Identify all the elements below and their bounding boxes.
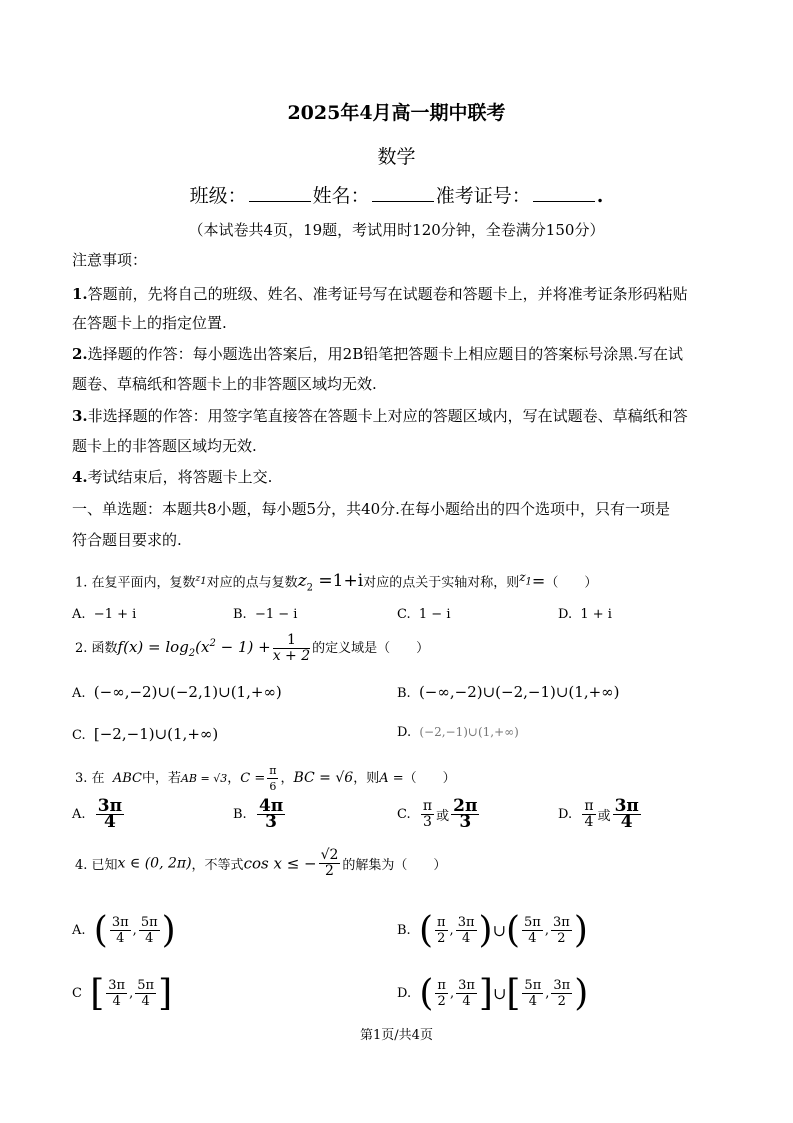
section-heading-line1: 一、单选题：本题共8小题，每小题5分，共40分.在每小题给出的四个选项中，只有一项是: [72, 500, 670, 518]
notice-item-1-cont: 在答题卡上的指定位置.: [72, 314, 227, 332]
q1-option-a[interactable]: A. −1 + i: [72, 607, 137, 622]
page-footer: 第1页/共4页: [360, 1028, 433, 1043]
q1-option-b[interactable]: B. −1 − i: [233, 607, 298, 622]
question-3: 3. 在 ABC中，若AB = √3，C = $\frac{\pi}{6}$ ，BC = √6，则A =（ ）: [75, 764, 456, 793]
q2-option-b[interactable]: B. (−∞,−2)∪(−2,−1)∪(1,+∞): [397, 683, 620, 701]
q2-function: $f(x) = \log_2(x^2 - 1)$ +: [117, 638, 271, 659]
q1-option-c[interactable]: C. 1 − i: [397, 607, 451, 622]
line-end: .: [596, 185, 604, 207]
notice-item-3: 3.非选择题的作答：用签字笔直接答在答题卡上对应的答题区域内，写在试题卷、草稿纸和答: [72, 407, 688, 425]
z2-expression: $z_2 =1+i$: [297, 571, 364, 594]
question-1: 1. 在复平面内，复数$^{z_1}$对应的点与复数$z_2 =1+i$对应的点关于实轴对称，则$z_1=$（ ）: [75, 570, 598, 594]
z1-answer: $z_1$: [519, 570, 532, 588]
section-heading-line2: 符合题目要求的.: [72, 531, 182, 549]
q4-option-b[interactable]: B. ( $\frac{\pi}{2}$ , $\frac{3\pi}{4}$ )∪( $\frac{5\pi}{4}$ , $\frac{3\pi}{2}$ ): [397, 910, 588, 951]
question-2: 2. 函数$f(x) = \log_2(x^2 - 1)$ + $\frac{1}{x + 2}$ 的定义域是（ ）: [75, 632, 430, 664]
q2-option-d[interactable]: D. (−2,−1)∪(1,+∞): [397, 725, 519, 740]
question-4: 4. 已知x ∈ (0, 2π)，不等式cos x ≤ − $\frac{√2}{2}$ 的解集为（ ）: [75, 847, 447, 879]
z1-symbol: z1: [195, 574, 207, 587]
q4-option-a[interactable]: A. ( $\frac{3\pi}{4}$ , $\frac{5\pi}{4}$ ): [72, 910, 176, 951]
notice-item-2-cont: 题卷、草稿纸和答题卡上的非答题区域均无效.: [72, 375, 377, 393]
subject-title: 数学: [377, 146, 416, 168]
notice-item-4: 4.考试结束后，将答题卡上交.: [72, 468, 273, 486]
q3-option-d[interactable]: D. $\frac{\pi}{4}$ 或 $\frac{3\pi}{4}$: [558, 796, 639, 832]
q2-option-c[interactable]: C. [−2,−1)∪(1,+∞): [72, 725, 219, 743]
notice-heading: 注意事项：: [72, 251, 148, 269]
notice-item-3-cont: 题卡上的非答题区域均无效.: [72, 437, 257, 455]
q3-c-fraction: $\frac{\pi}{6}$: [269, 764, 277, 793]
page-title: 2025年4月高一期中联考: [287, 102, 506, 124]
q4-fraction: $\frac{√2}{2}$: [320, 847, 339, 879]
q3-option-b[interactable]: B. $\frac{4\pi}{3}$: [233, 796, 284, 832]
exam-id-blank[interactable]: [533, 201, 595, 202]
notice-item-2: 2.选择题的作答：每小题选出答案后，用2B铅笔把答题卡上相应题目的答案标号涂黑.写在试: [72, 345, 684, 363]
class-blank[interactable]: [249, 201, 311, 202]
name-blank[interactable]: [372, 201, 434, 202]
q3-option-c[interactable]: C. $\frac{\pi}{3}$ 或 $\frac{2\pi}{3}$: [397, 796, 478, 832]
notice-item-1: 1.答题前，先将自己的班级、姓名、准考证号写在试题卷和答题卡上，并将准考证条形码粘贴: [72, 285, 688, 303]
q4-option-d[interactable]: D. ( $\frac{\pi}{2}$ , $\frac{3\pi}{4}$ ]∪[ $\frac{5\pi}{4}$ , $\frac{3\pi}{2}$ ): [397, 973, 589, 1014]
q2-fraction: $\frac{1}{x + 2}$: [272, 632, 311, 664]
exam-info: （本试卷共4页，19题，考试用时120分钟，全卷满分150分）: [188, 221, 605, 239]
q3-option-a[interactable]: A. $\frac{3\pi}{4}$: [72, 796, 123, 832]
q2-option-a[interactable]: A. (−∞,−2)∪(−2,1)∪(1,+∞): [72, 683, 282, 701]
student-info-line: [0, 181, 793, 208]
exam-id-label: 准考证号：: [435, 185, 531, 207]
name-label: 姓名：: [312, 185, 370, 207]
q4-option-c[interactable]: C [ $\frac{3\pi}{4}$ , $\frac{5\pi}{4}$ ]: [72, 973, 173, 1014]
q1-option-d[interactable]: D. 1 + i: [558, 607, 612, 622]
class-label: 班级：: [189, 185, 247, 207]
